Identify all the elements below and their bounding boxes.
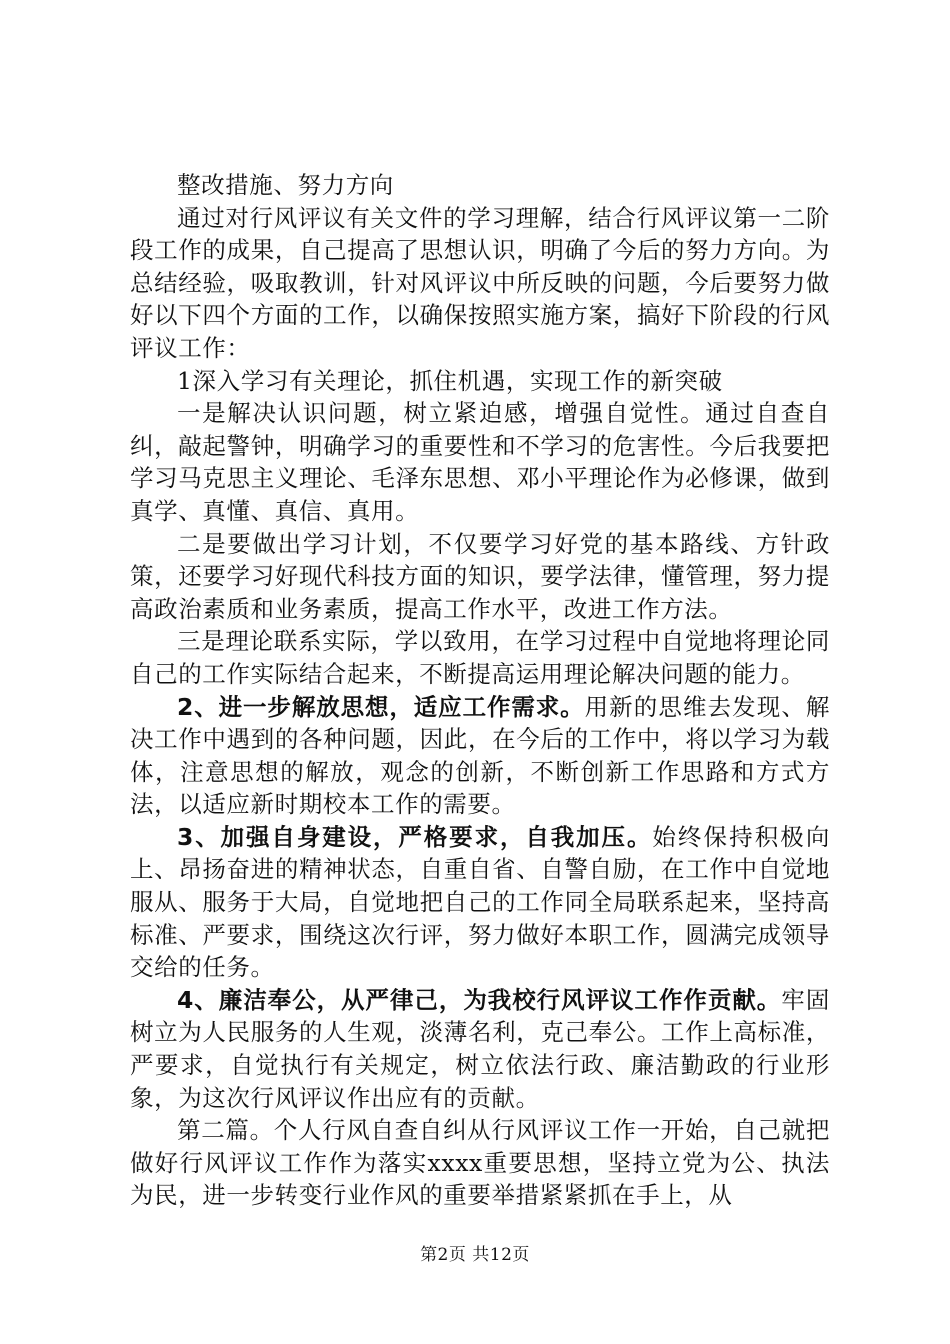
item-1-heading (130, 365, 830, 398)
subpoint-2-paragraph (130, 528, 830, 626)
item-4-paragraph (130, 984, 830, 1114)
paragraph-text: 三是理论联系实际，学以致用，在学习过程中自觉地将理论同自己的工作实际结合起来，不断提高运用理论解决问题的能力。 (130, 627, 830, 688)
paragraph-text: 通过对行风评议有关文件的学习理解，结合行风评议第一二阶段工作的成果，自己提高了思想认识，明确了今后的努力方向。为总结经验，吸取教训，针对风评议中所反映的问题，今后要努力做好以下四个方面的工作，以确保按照实施方案，搞好下阶段的行风评议工作： (130, 203, 830, 362)
subpoint-1-paragraph (130, 397, 830, 527)
item-3-lead: 3、加强自身建设，严格要求，自我加压。 (177, 822, 653, 851)
paragraph-text: 1深入学习有关理论，抓住机遇，实现工作的新突破 (177, 366, 723, 395)
paragraph-text: 第二篇。个人行风自查自纠从行风评议工作一开始，自己就把做好行风评议工作作为落实xxxx重要思想，坚持立党为公、执法为民，进一步转变行业作风的重要举措紧紧抓在手上，从 (130, 1116, 830, 1210)
page-number-footer: 第2页 共12页 (420, 1245, 530, 1265)
subpoint-3-paragraph (130, 625, 830, 690)
item-4-lead: 4、廉洁奉公，从严律己，为我校行风评议工作作贡献。 (177, 985, 782, 1014)
paragraph-text: 一是解决认识问题，树立紧迫感，增强自觉性。通过自查自纠，敲起警钟，明确学习的重要性和不学习的危害性。今后我要把学习马克思主义理论、毛泽东思想、邓小平理论作为必修课，做到真学、真懂、真信、真用。 (130, 399, 830, 525)
intro-paragraph (130, 202, 830, 365)
paragraph-text: 牢固树立为人民服务的人生观，淡薄名利，克己奉公。工作上高标准，严要求，自觉执行有关规定，树立依法行政、廉洁勤政的行业形象，为这次行风评议作出应有的贡献。 (130, 985, 830, 1112)
paragraph-text: 二是要做出学习计划，不仅要学习好党的基本路线、方针政策，还要学习好现代科技方面的知识，要学法律，懂管理，努力提高政治素质和业务素质，提高工作水平，改进工作方法。 (130, 529, 830, 623)
item-3-paragraph (130, 821, 830, 984)
paragraph-text: 用新的思维去发现、解决工作中遇到的各种问题，因此，在今后的工作中，将以学习为载体，注意思想的解放，观念的创新，不断创新工作思路和方式方法，以适应新时期校本工作的需要。 (130, 692, 831, 819)
item-2-lead: 2、进一步解放思想，适应工作需求。 (177, 692, 585, 721)
section-heading (130, 169, 830, 202)
second-article-paragraph (130, 1114, 830, 1212)
paragraph-text: 始终保持积极向上、昂扬奋进的精神状态，自重自省、自警自励，在工作中自觉地服从、服务于大局，自觉地把自己的工作同全局联系起来，坚持高标准、严要求，围绕这次行评，努力做好本职工作，圆满完成领导交给的任务。 (130, 822, 831, 982)
paragraph-text: 整改措施、努力方向 (177, 171, 394, 199)
document-body (130, 169, 830, 1212)
item-2-paragraph (130, 691, 830, 821)
